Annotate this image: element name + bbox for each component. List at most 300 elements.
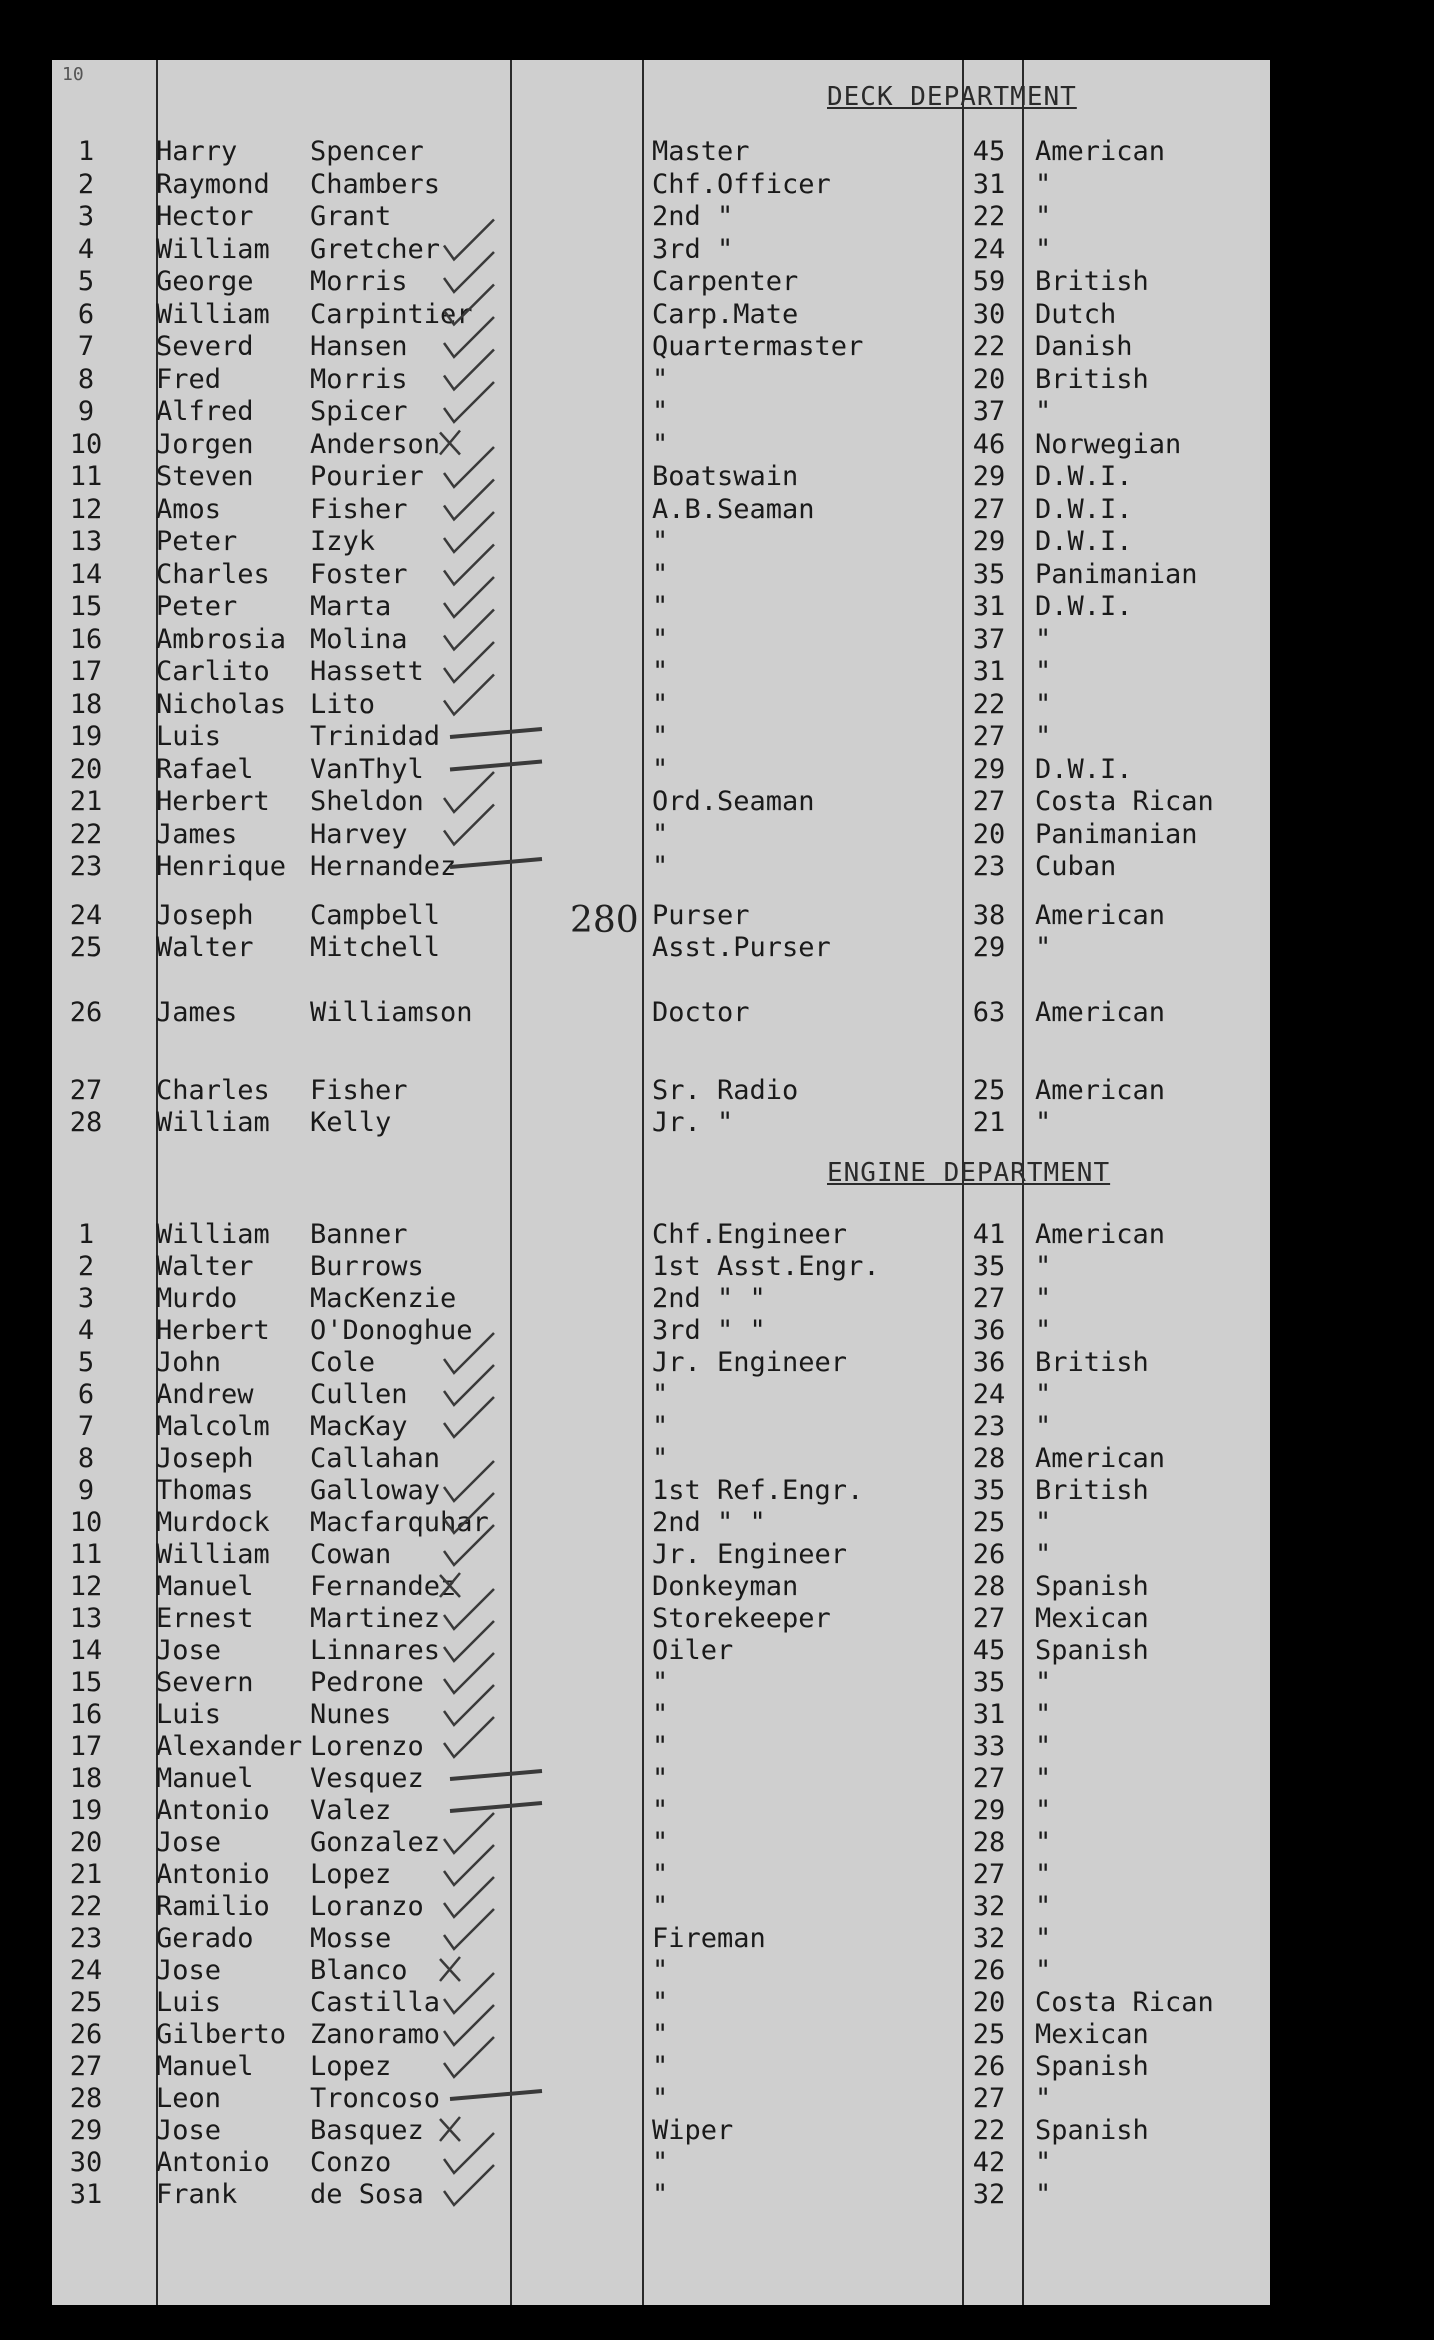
first-name: Thomas [156, 1475, 254, 1506]
crew-row [52, 1507, 1270, 1539]
crew-row [52, 1731, 1270, 1763]
last-name: Hansen [310, 331, 408, 362]
last-name: Spencer [310, 136, 424, 167]
first-name: James [156, 997, 238, 1028]
nationality: " [1035, 656, 1052, 687]
last-name: Mitchell [310, 932, 441, 963]
row-number: 22 [69, 1891, 103, 1922]
last-name: Pourier [310, 461, 424, 492]
nationality: British [1035, 1347, 1149, 1378]
last-name: Lorenzo [310, 1731, 424, 1762]
row-number: 27 [69, 1075, 103, 1106]
last-name: Carpintier [310, 298, 473, 330]
last-name: Lito [310, 688, 376, 720]
row-number: 11 [69, 1539, 103, 1570]
last-name: Grant [310, 201, 392, 232]
crew-row [52, 559, 1270, 591]
age: 35 [972, 558, 1006, 590]
age: 26 [972, 1955, 1006, 1986]
nationality: American [1035, 1443, 1166, 1474]
crew-row [52, 624, 1270, 656]
last-name: Banner [310, 1219, 408, 1250]
row-number: 18 [69, 688, 103, 720]
nationality: " [1035, 1539, 1052, 1570]
first-name: Luis [156, 1987, 222, 2018]
rating: Storekeeper [652, 1603, 831, 1634]
crew-row [52, 396, 1270, 428]
age: 26 [972, 2051, 1006, 2082]
first-name: Nicholas [156, 688, 287, 720]
crew-row [52, 851, 1270, 883]
age: 28 [972, 1571, 1006, 1602]
nationality: American [1035, 1219, 1166, 1250]
age: 36 [972, 1347, 1006, 1378]
first-name: Hector [156, 201, 254, 232]
last-name: Nunes [310, 1699, 392, 1730]
rating: " [652, 1859, 669, 1890]
crew-row [52, 2147, 1270, 2179]
first-name: Severn [156, 1667, 254, 1698]
row-number: 21 [69, 786, 103, 817]
last-name: Fernandez [310, 1571, 457, 1602]
crew-row [52, 1827, 1270, 1859]
rating: 1st Ref.Engr. [652, 1475, 864, 1506]
nationality: " [1035, 1795, 1052, 1826]
rating: 2nd " [652, 201, 734, 232]
age: 31 [972, 656, 1006, 687]
first-name: Manuel [156, 2051, 254, 2082]
row-number: 7 [77, 1411, 95, 1442]
rating: " [652, 623, 669, 655]
first-name: Peter [156, 526, 238, 557]
first-name: Murdock [156, 1507, 270, 1538]
first-name: Alexander [156, 1731, 303, 1762]
row-number: 9 [77, 396, 95, 427]
last-name: Izyk [310, 526, 376, 557]
crew-row [52, 1379, 1270, 1411]
nationality: Norwegian [1035, 428, 1182, 460]
crew-row [52, 1411, 1270, 1443]
rating: " [652, 1763, 669, 1794]
row-number: 25 [69, 932, 103, 963]
crew-row [52, 1107, 1270, 1139]
rating: Doctor [652, 997, 750, 1028]
crew-row [52, 461, 1270, 493]
first-name: William [156, 233, 270, 265]
nationality: " [1035, 396, 1052, 427]
row-number: 4 [77, 1315, 95, 1346]
rating: " [652, 688, 669, 720]
first-name: Henrique [156, 851, 287, 882]
first-name: John [156, 1347, 222, 1378]
age: 27 [972, 493, 1006, 525]
first-name: Joseph [156, 1443, 254, 1474]
nationality: British [1035, 1475, 1149, 1506]
first-name: William [156, 1539, 270, 1570]
last-name: Morris [310, 266, 408, 297]
nationality: American [1035, 900, 1166, 931]
nationality: " [1035, 1923, 1052, 1954]
first-name: Ambrosia [156, 623, 287, 655]
crew-row [52, 2083, 1270, 2115]
rating: " [652, 753, 669, 785]
age: 59 [972, 266, 1006, 297]
rating: " [652, 558, 669, 590]
age: 45 [972, 1635, 1006, 1666]
rating: " [652, 363, 669, 395]
last-name: Loranzo [310, 1891, 424, 1922]
rating: " [652, 2019, 669, 2050]
first-name: Jose [156, 1827, 222, 1858]
crew-row [52, 1283, 1270, 1315]
nationality: Costa Rican [1035, 786, 1214, 817]
crew-row [52, 494, 1270, 526]
row-number: 26 [69, 2019, 103, 2050]
first-name: William [156, 1219, 270, 1250]
age: 29 [972, 461, 1006, 492]
last-name: Hernandez [310, 851, 457, 882]
row-number: 14 [69, 558, 103, 590]
row-number: 1 [77, 1219, 95, 1250]
crew-row [52, 1539, 1270, 1571]
row-number: 3 [77, 1283, 95, 1314]
rating: " [652, 2051, 669, 2082]
nationality: " [1035, 688, 1052, 720]
row-number: 10 [69, 428, 103, 460]
rating: A.B.Seaman [652, 493, 815, 525]
first-name: Luis [156, 1699, 222, 1730]
first-name: Gerado [156, 1923, 254, 1954]
row-number: 16 [69, 623, 103, 655]
first-name: Ernest [156, 1603, 254, 1634]
age: 27 [972, 1763, 1006, 1794]
rating: " [652, 656, 669, 687]
age: 24 [972, 233, 1006, 265]
row-number: 26 [69, 997, 103, 1028]
crew-row [52, 1923, 1270, 1955]
rating: " [652, 1379, 669, 1410]
last-name: Vesquez [310, 1763, 424, 1794]
nationality: " [1035, 721, 1052, 752]
rating: " [652, 396, 669, 427]
crew-row [52, 1891, 1270, 1923]
first-name: Malcolm [156, 1411, 270, 1442]
crew-row [52, 201, 1270, 233]
nationality: Spanish [1035, 1635, 1149, 1666]
last-name: MacKay [310, 1411, 408, 1442]
rating: " [652, 1891, 669, 1922]
age: 35 [972, 1475, 1006, 1506]
stamp-number: 280 [570, 900, 639, 941]
first-name: Rafael [156, 753, 254, 785]
row-number: 30 [69, 2147, 103, 2178]
first-name: Gilberto [156, 2019, 287, 2050]
crew-row [52, 591, 1270, 623]
crew-row [52, 1315, 1270, 1347]
crew-row [52, 1763, 1270, 1795]
rating: Fireman [652, 1923, 766, 1954]
nationality: Spanish [1035, 2115, 1149, 2146]
row-number: 2 [77, 1251, 95, 1282]
row-number: 9 [77, 1475, 95, 1506]
last-name: Kelly [310, 1107, 392, 1138]
age: 24 [972, 1379, 1006, 1410]
nationality: British [1035, 363, 1149, 395]
first-name: Herbert [156, 786, 270, 817]
rating: " [652, 818, 669, 850]
row-number: 18 [69, 1763, 103, 1794]
nationality: " [1035, 201, 1052, 232]
first-name: Peter [156, 591, 238, 622]
last-name: Pedrone [310, 1667, 424, 1698]
row-number: 29 [69, 2115, 103, 2146]
first-name: Jose [156, 1955, 222, 1986]
age: 31 [972, 591, 1006, 622]
nationality: " [1035, 1827, 1052, 1858]
nationality: Cuban [1035, 851, 1117, 882]
nationality: Panimanian [1035, 818, 1198, 850]
last-name: Harvey [310, 818, 408, 850]
last-name: Castilla [310, 1987, 441, 2018]
first-name: Leon [156, 2083, 222, 2114]
rating: Carp.Mate [652, 298, 799, 330]
crew-row [52, 1219, 1270, 1251]
rating: 2nd " " [652, 1283, 766, 1314]
row-number: 5 [77, 1347, 95, 1378]
age: 29 [972, 1795, 1006, 1826]
nationality: Mexican [1035, 2019, 1149, 2050]
age: 27 [972, 1859, 1006, 1890]
nationality: " [1035, 1251, 1052, 1282]
age: 27 [972, 1283, 1006, 1314]
age: 27 [972, 786, 1006, 817]
nationality: " [1035, 2147, 1052, 2178]
page-number-fragment: 10 [62, 64, 84, 85]
age: 32 [972, 1923, 1006, 1954]
first-name: Walter [156, 932, 254, 963]
nationality: " [1035, 1731, 1052, 1762]
row-number: 25 [69, 1987, 103, 2018]
nationality: D.W.I. [1035, 753, 1133, 785]
first-name: Amos [156, 493, 222, 525]
age: 29 [972, 932, 1006, 963]
crew-row [52, 997, 1270, 1029]
last-name: Williamson [310, 997, 473, 1028]
last-name: Zanoramo [310, 2019, 441, 2050]
first-name: Manuel [156, 1763, 254, 1794]
rating: " [652, 1827, 669, 1858]
crew-row [52, 266, 1270, 298]
age: 23 [972, 1411, 1006, 1442]
crew-row [52, 900, 1270, 932]
nationality: Dutch [1035, 298, 1117, 330]
age: 20 [972, 818, 1006, 850]
row-number: 16 [69, 1699, 103, 1730]
age: 22 [972, 201, 1006, 232]
rating: Ord.Seaman [652, 786, 815, 817]
nationality: Panimanian [1035, 558, 1198, 590]
crew-row [52, 2051, 1270, 2083]
age: 35 [972, 1667, 1006, 1698]
nationality: " [1035, 1859, 1052, 1890]
crew-row [52, 1859, 1270, 1891]
last-name: Molina [310, 623, 408, 655]
row-number: 5 [77, 266, 95, 297]
crew-row [52, 1571, 1270, 1603]
first-name: Jose [156, 1635, 222, 1666]
last-name: VanThyl [310, 753, 424, 785]
last-name: Fisher [310, 493, 408, 525]
rating: Wiper [652, 2115, 734, 2146]
last-name: de Sosa [310, 2179, 424, 2210]
first-name: Antonio [156, 1795, 270, 1826]
last-name: Cole [310, 1347, 376, 1378]
age: 27 [972, 721, 1006, 752]
nationality: " [1035, 1283, 1052, 1314]
crew-row [52, 331, 1270, 363]
row-number: 19 [69, 721, 103, 752]
nationality: " [1035, 1667, 1052, 1698]
first-name: Harry [156, 136, 238, 167]
last-name: Linnares [310, 1635, 441, 1666]
crew-row [52, 721, 1270, 753]
last-name: Fisher [310, 1075, 408, 1106]
last-name: Blanco [310, 1955, 408, 1986]
rating: Jr. Engineer [652, 1539, 848, 1570]
last-name: Burrows [310, 1251, 424, 1282]
nationality: D.W.I. [1035, 526, 1133, 557]
rating: Oiler [652, 1635, 734, 1666]
first-name: Antonio [156, 1859, 270, 1890]
first-name: Charles [156, 558, 270, 590]
last-name: Anderson [310, 428, 441, 460]
age: 22 [972, 331, 1006, 362]
age: 41 [972, 1219, 1006, 1250]
age: 30 [972, 298, 1006, 330]
nationality: " [1035, 1699, 1052, 1730]
last-name: Spicer [310, 396, 408, 427]
first-name: George [156, 266, 254, 297]
nationality: " [1035, 168, 1052, 200]
last-name: Cowan [310, 1539, 392, 1570]
age: 32 [972, 1891, 1006, 1922]
row-number: 12 [69, 493, 103, 525]
last-name: Campbell [310, 900, 441, 931]
crew-row [52, 786, 1270, 818]
age: 45 [972, 136, 1006, 167]
row-number: 11 [69, 461, 103, 492]
nationality: " [1035, 1107, 1052, 1138]
first-name: Walter [156, 1251, 254, 1282]
age: 31 [972, 1699, 1006, 1730]
nationality: " [1035, 1411, 1052, 1442]
nationality: " [1035, 2083, 1052, 2114]
crew-row [52, 1251, 1270, 1283]
deck-department-title: DECK DEPARTMENT [827, 82, 1077, 112]
first-name: William [156, 298, 270, 330]
nationality: " [1035, 1379, 1052, 1410]
rating: " [652, 2179, 669, 2210]
last-name: Mosse [310, 1923, 392, 1954]
age: 21 [972, 1107, 1006, 1138]
first-name: James [156, 818, 238, 850]
age: 35 [972, 1251, 1006, 1282]
nationality: " [1035, 1955, 1052, 1986]
last-name: Hassett [310, 656, 424, 687]
row-number: 3 [77, 201, 95, 232]
age: 38 [972, 900, 1006, 931]
rating: Jr. Engineer [652, 1347, 848, 1378]
row-number: 19 [69, 1795, 103, 1826]
rating: " [652, 526, 669, 557]
last-name: Foster [310, 558, 408, 590]
row-number: 17 [69, 656, 103, 687]
age: 28 [972, 1443, 1006, 1474]
rating: " [652, 1667, 669, 1698]
crew-row [52, 2019, 1270, 2051]
age: 27 [972, 2083, 1006, 2114]
nationality: American [1035, 1075, 1166, 1106]
age: 22 [972, 2115, 1006, 2146]
crew-row [52, 689, 1270, 721]
crew-row [52, 754, 1270, 786]
rating: Quartermaster [652, 331, 864, 362]
crew-row [52, 1075, 1270, 1107]
rating: Purser [652, 900, 750, 931]
first-name: Frank [156, 2179, 238, 2210]
rating: Carpenter [652, 266, 799, 297]
rating: " [652, 1411, 669, 1442]
last-name: Troncoso [310, 2083, 441, 2114]
age: 27 [972, 1603, 1006, 1634]
age: 31 [972, 168, 1006, 200]
nationality: " [1035, 1891, 1052, 1922]
row-number: 15 [69, 1667, 103, 1698]
row-number: 8 [77, 363, 95, 395]
crew-row [52, 299, 1270, 331]
nationality: " [1035, 1507, 1052, 1538]
crew-row [52, 1635, 1270, 1667]
first-name: Jose [156, 2115, 222, 2146]
last-name: Valez [310, 1795, 392, 1826]
nationality: " [1035, 932, 1052, 963]
last-name: Marta [310, 591, 392, 622]
last-name: Chambers [310, 168, 441, 200]
rating: " [652, 591, 669, 622]
last-name: Basquez [310, 2115, 424, 2146]
first-name: Charles [156, 1075, 270, 1106]
crew-row [52, 1443, 1270, 1475]
crew-row [52, 2115, 1270, 2147]
row-number: 31 [69, 2179, 103, 2210]
first-name: Severd [156, 331, 254, 362]
rating: " [652, 1795, 669, 1826]
nationality: " [1035, 623, 1052, 655]
row-number: 22 [69, 818, 103, 850]
nationality: " [1035, 2179, 1052, 2210]
nationality: British [1035, 266, 1149, 297]
nationality: D.W.I. [1035, 493, 1133, 525]
row-number: 24 [69, 900, 103, 931]
row-number: 15 [69, 591, 103, 622]
last-name: Galloway [310, 1475, 441, 1506]
age: 33 [972, 1731, 1006, 1762]
age: 36 [972, 1315, 1006, 1346]
rating: " [652, 1955, 669, 1986]
rating: " [652, 1699, 669, 1730]
rating: 3rd " [652, 233, 734, 265]
row-number: 6 [77, 1379, 95, 1410]
